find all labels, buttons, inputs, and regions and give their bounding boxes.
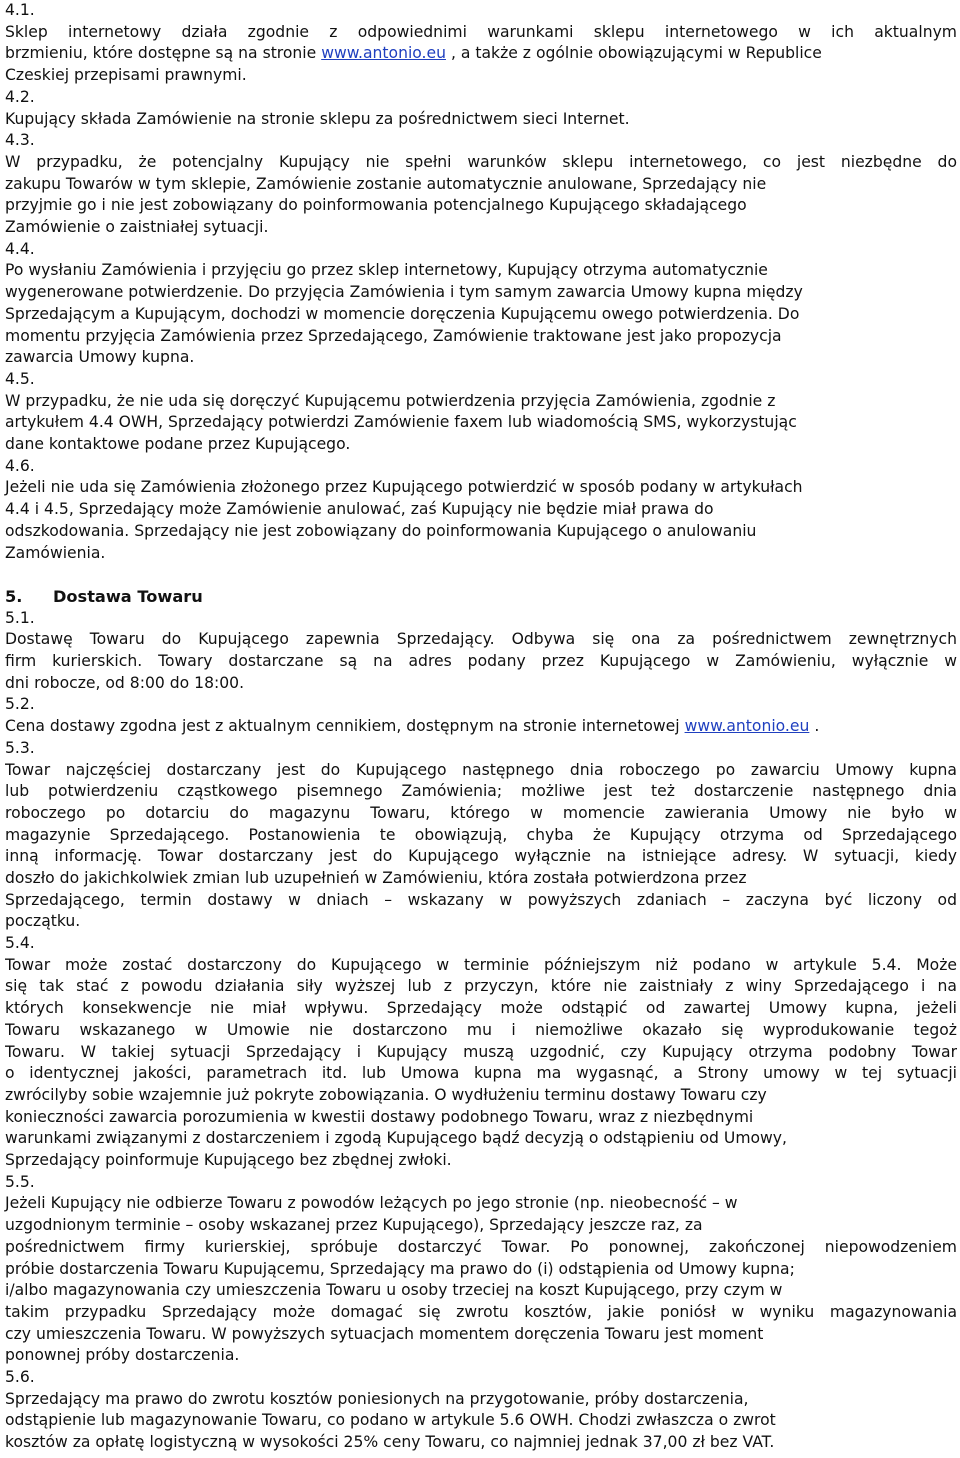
clause-5-1-line-1: Dostawę Towaru do Kupującego zapewnia Sprzedający. Odbywa się ona za pośrednictwem zewnętrznych (5, 630, 957, 649)
clause-5-3-line-3: roboczego po dotarciu do magazynu Towaru, którego w momencie zawierania Umowy nie było w (5, 803, 957, 822)
clause-5-3-line-8: początku. (5, 912, 81, 931)
clause-5-4-line-5: Towaru. W takiej sytuacji Sprzedający i Kupujący muszą uzgodnić, czy Kupujący otrzyma podobny Towar (5, 1042, 957, 1061)
section-number-5: 5. (5, 586, 23, 606)
clause-number-5-5: 5.5. (5, 1172, 35, 1191)
clause-5-1-line-2: firm kurierskich. Towary dostarczane są na adres podany przez Kupującego w Zamówieniu, wyłącznie w (5, 652, 957, 671)
clause-5-5-line-1: Jeżeli Kupujący nie odbierze Towaru z powodów leżących po jego stronie (np. nieobecność – w (5, 1194, 738, 1213)
clause-number-5-4: 5.4. (5, 934, 35, 953)
clause-number-4-5: 4.5. (5, 369, 35, 388)
clause-4-3-line-4: Zamówienie o zaistniałej sytuacji. (5, 218, 269, 236)
clause-4-4-line-3: Sprzedającym a Kupującym, dochodzi w momencie doręczenia Kupującemu owego potwierdzenia. Do (5, 304, 800, 323)
clause-5-4-line-10: Sprzedający poinformuje Kupującego bez zbędnej zwłoki. (5, 1151, 452, 1169)
clause-5-6-line-1: Sprzedający ma prawo do zwrotu kosztów poniesionych na przygotowanie, próby dostarczenia, (5, 1389, 749, 1408)
clause-5-3-line-4: magazynie Sprzedającego. Postanowienia te obowiązują, chyba że Kupujący otrzyma od Sprzedającego (5, 825, 957, 844)
clause-5-4-line-6: o identycznej jakości, parametrach itd. lub Umowa kupna ma wygasnąć, a Strony umowy w tej sytuacji (5, 1064, 957, 1083)
clause-number-5-1: 5.1. (5, 608, 35, 627)
clause-4-4-line-4: momentu przyjęcia Zamówienia przez Sprzedającego, Zamówienie traktowane jest jako propozycja (5, 326, 782, 345)
clause-5-4-line-4: Towaru wskazanego w Umowie nie dostarczono mu i niemożliwe okazało się wyprodukowanie tegoż (5, 1020, 957, 1039)
clause-4-6-line-3: odszkodowania. Sprzedający nie jest zobowiązany do poinformowania Kupującego o anulowaniu (5, 521, 757, 540)
clause-5-5-line-7: czy umieszczenia Towaru. W powyższych sytuacjach momentem doręczenia Towaru jest moment (5, 1324, 764, 1343)
clause-5-2-line-1-text-a: Cena dostawy zgodna jest z aktualnym cennikiem, dostępnym na stronie internetowej (5, 717, 685, 736)
clause-5-3-line-1: Towar najczęściej dostarczany jest do Kupującego następnego dnia roboczego po zawarciu Umowy kupna (5, 760, 957, 779)
clause-number-4-4: 4.4. (5, 239, 35, 258)
clause-5-1-line-3: dni robocze, od 8:00 do 18:00. (5, 673, 245, 692)
clause-4-5-line-3: dane kontaktowe podane przez Kupującego. (5, 435, 351, 454)
clause-5-5-line-4: próbie dostarczenia Towaru Kupującemu, Sprzedający ma prawo do (i) odstąpienia od Umowy kupna; (5, 1259, 795, 1278)
document-page (5, 0, 957, 1454)
section-heading-5 (5, 586, 957, 608)
clause-4-5-line-2: artykułem 4.4 OWH, Sprzedający potwierdzi Zamówienie faxem lub wiadomością SMS, wykorzystując (5, 413, 797, 432)
clause-4-1-line-3: Czeskiej przepisami prawnymi. (5, 66, 247, 85)
section-title-5: Dostawa Towaru (53, 586, 203, 606)
clause-4-2-line-1: Kupujący składa Zamówienie na stronie sklepu za pośrednictwem sieci Internet. (5, 109, 630, 128)
clause-number-5-3: 5.3. (5, 738, 35, 757)
section-spacer (5, 564, 957, 586)
clause-4-3-line-1: W przypadku, że potencjalny Kupujący nie spełni warunków sklepu internetowego, co jest niezbędne do (5, 152, 957, 171)
clause-5-3-line-2: lub potwierdzeniu cząstkowego pisemnego Zamówienia; możliwe jest też dostarczenie następnego dnia (5, 782, 957, 801)
clause-number-4-6: 4.6. (5, 456, 35, 475)
clause-4-5-line-1: W przypadku, że nie uda się doręczyć Kupującemu potwierdzenia przyjęcia Zamówienia, zgodnie z (5, 391, 776, 410)
clause-4-1-line-2 (5, 43, 957, 65)
clause-5-3-line-5: inną informację. Towar dostarczany jest do Kupującego wyłącznie na istniejące adresy. W sytuacji, kiedy (5, 847, 957, 866)
clause-5-3-line-7: Sprzedającego, termin dostawy w dniach – wskazany w powyższych zdaniach – zaczyna być liczony od (5, 890, 957, 909)
clause-5-2-line-1-text-b: . (809, 717, 820, 736)
clause-number-4-3: 4.3. (5, 131, 35, 150)
clause-4-1-line-2-text-a: brzmieniu, które dostępne są na stronie (5, 44, 322, 63)
clause-5-2-line-1 (5, 716, 957, 738)
clause-5-4-line-7: zwrócilyby sobie wzajemnie już pokryte zobowiązania. O wydłużeniu terminu dostawy Towaru czy (5, 1085, 767, 1104)
clause-5-4-line-9: warunkami związanymi z dostarczeniem i zgodą Kupującego bądź decyzją o odstąpieniu od Umowy, (5, 1129, 787, 1148)
clause-4-1-line-1: Sklep internetowy działa zgodnie z odpowiednimi warunkami sklepu internetowego w ich aktualnym (5, 22, 957, 41)
clause-number-5-2: 5.2. (5, 695, 35, 714)
clause-4-6-line-1: Jeżeli nie uda się Zamówienia złożonego przez Kupującego potwierdzić w sposób podany w artykułach (5, 478, 803, 497)
clause-5-5-line-8: ponownej próby dostarczenia. (5, 1346, 240, 1365)
clause-5-4-line-8: konieczności zawarcia porozumienia w kwestii dostawy podobnego Towaru, wraz z niezbędnymi (5, 1107, 754, 1126)
website-link[interactable]: www.antonio.eu (321, 44, 446, 63)
clause-5-5-line-5: i/albo magazynowania czy umieszczenia Towaru u osoby trzeciej na koszt Kupującego, przy czym w (5, 1281, 783, 1300)
clause-number-4-2: 4.2. (5, 87, 35, 106)
clause-5-5-line-3: pośrednictwem firmy kurierskiej, spróbuje dostarczyć Towar. Po ponownej, zakończonej niepowodzeniem (5, 1237, 957, 1256)
clause-number-4-1: 4.1. (5, 1, 35, 19)
clause-4-6-line-4: Zamówienia. (5, 543, 106, 562)
clause-number-5-6: 5.6. (5, 1368, 35, 1386)
clause-5-4-line-1: Towar może zostać dostarczony do Kupującego w terminie późniejszym niż podano w artykule 5.4. Może (5, 955, 957, 974)
clause-4-1-line-2-text-b: , a także z ogólnie obowiązującymi w Republice (445, 44, 822, 63)
website-link-2[interactable]: www.antonio.eu (684, 717, 810, 736)
clause-4-4-line-2: wygenerowane potwierdzenie. Do przyjęcia Zamówienia i tym samym zawarcia Umowy kupna między (5, 283, 803, 302)
clause-4-3-line-2: zakupu Towarów w tym sklepie, Zamówienie zostanie automatycznie anulowane, Sprzedający nie (5, 174, 767, 193)
clause-5-5-line-6: takim przypadku Sprzedający może domagać się zwrotu kosztów, jakie poniósł w wyniku magazynowania (5, 1302, 957, 1321)
clause-5-3-line-6: doszło do jakichkolwiek zmian lub uzupełnień w Zamówieniu, która została potwierdzona przez (5, 868, 747, 887)
clause-4-3-line-3: przyjmie go i nie jest zobowiązany do poinformowania potencjalnego Kupującego składającego (5, 196, 747, 215)
clause-5-4-line-2: się tak stać z powodu działania siły wyższej lub z przyczyn, które nie zaistniały z winy Sprzedającego i na (5, 977, 957, 996)
clause-4-4-line-1: Po wysłaniu Zamówienia i przyjęciu go przez sklep internetowy, Kupujący otrzyma automatycznie (5, 261, 768, 280)
clause-5-6-line-3: kosztów za opłatę logistyczną w wysokości 25% ceny Towaru, co najmniej jednak 37,00 zł bez VAT. (5, 1433, 775, 1452)
clause-5-6-line-2: odstąpienie lub magazynowanie Towaru, co podano w artykule 5.6 OWH. Chodzi zwłaszcza o zwrot (5, 1411, 776, 1430)
clause-5-4-line-3: których konsekwencje nie miał wpływu. Sprzedający może odstąpić od zawartej Umowy kupna, jeżeli (5, 999, 957, 1018)
clause-4-4-line-5: zawarcia Umowy kupna. (5, 348, 195, 367)
clause-5-5-line-2: uzgodnionym terminie – osoby wskazanej przez Kupującego), Sprzedający jeszcze raz, za (5, 1216, 703, 1235)
clause-4-6-line-2: 4.4 i 4.5, Sprzedający może Zamówienie anulować, zaś Kupujący nie będzie miał prawa do (5, 500, 714, 519)
